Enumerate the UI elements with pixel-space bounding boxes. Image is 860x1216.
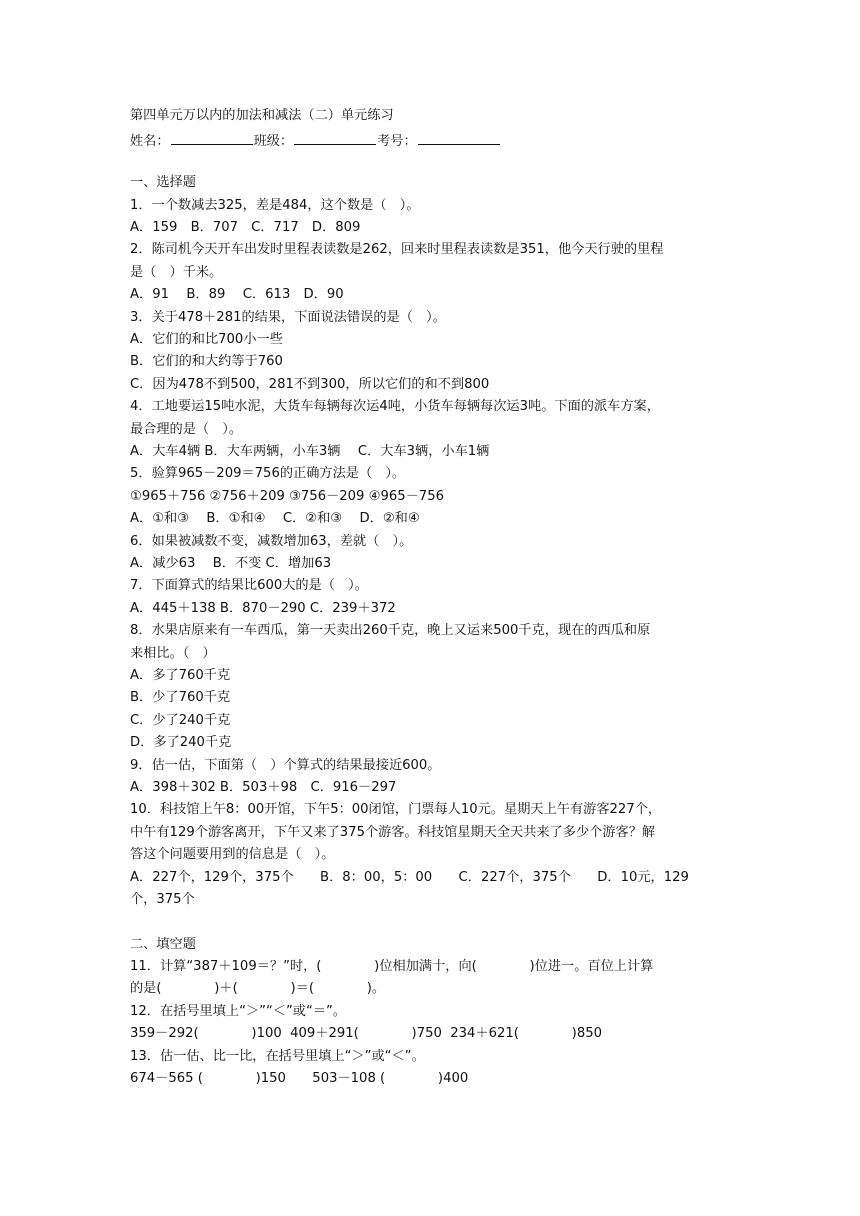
question-line: 3．关于478＋281的结果，下面说法错误的是（ ）。 xyxy=(130,310,446,325)
answer-option: D．多了240千克 xyxy=(130,735,232,750)
question-line: 答这个问题要用到的信息是（ ）。 xyxy=(130,847,335,862)
answer-option: B．它们的和大约等于760 xyxy=(130,354,283,369)
answer-options: A．227个，129个，375个 B．8：00，5：00 C．227个，375个 D．10元，129 xyxy=(130,870,689,885)
question-line: 来相比。（ ） xyxy=(130,646,216,661)
answer-options: A．398＋302 B．503＋98 C．916－297 xyxy=(130,780,397,795)
answer-options: A．445＋138 B．870－290 C．239＋372 xyxy=(130,601,396,616)
worksheet-title: 第四单元万以内的加法和减法（二）单元练习 xyxy=(130,108,394,123)
class-label: 班级： xyxy=(253,134,294,149)
answer-option: B．少了760千克 xyxy=(130,690,231,705)
answer-option: A．它们的和比700小一些 xyxy=(130,332,283,347)
question-line: 是（ ）千米。 xyxy=(130,265,223,280)
answer-option: C．因为478不到500，281不到300，所以它们的和不到800 xyxy=(130,377,490,392)
question-line: 7．下面算式的结果比600大的是（ ）。 xyxy=(130,578,368,593)
answer-options: A．①和③ B．①和④ C．②和③ D．②和④ xyxy=(130,511,420,526)
answer-options: 个，375个 xyxy=(130,892,195,907)
question-line: 6．如果被减数不变，减数增加63，差就（ ）。 xyxy=(130,534,413,549)
exam-number-blank[interactable] xyxy=(418,130,500,145)
question-line: 13．估一估、比一比，在括号里填上“＞”或“＜”。 xyxy=(130,1049,425,1064)
name-blank[interactable] xyxy=(171,130,253,145)
question-line: 9．估一估，下面第（ ）个算式的结果最接近600。 xyxy=(130,758,441,773)
question-line: 的是( )＋( )＝( )。 xyxy=(130,981,386,996)
question-line: ①965＋756 ②756＋209 ③756－209 ④965－756 xyxy=(130,489,444,504)
question-line: 中午有129个游客离开，下午又来了375个游客。科技馆星期天全天共来了多少个游客？解 xyxy=(130,825,656,840)
class-blank[interactable] xyxy=(294,130,376,145)
question-line: 359－292( )100 409＋291( )750 234＋621( )850 xyxy=(130,1026,602,1041)
question-line: 674－565 ( )150 503－108 ( )400 xyxy=(130,1071,469,1086)
answer-options: A．大车4辆 B．大车两辆，小车3辆 C．大车3辆，小车1辆 xyxy=(130,444,490,459)
answer-options: A．91 B．89 C．613 D．90 xyxy=(130,287,344,302)
question-line: 4．工地要运15吨水泥，大货车每辆每次运4吨，小货车每辆每次运3吨。下面的派车方案， xyxy=(130,399,660,414)
question-line: 11．计算“387＋109＝？”时，( )位相加满十，向( )位进一。百位上计算 xyxy=(130,959,654,974)
name-label: 姓名： xyxy=(130,134,170,149)
question-line: 2．陈司机今天开车出发时里程表读数是262，回来时里程表读数是351，他今天行驶的里程 xyxy=(130,242,664,257)
section-heading-fill: 二、填空题 xyxy=(130,937,196,952)
question-line: 5．验算965－209＝756的正确方法是（ ）。 xyxy=(130,466,406,481)
question-line: 12．在括号里填上“＞”“＜”或“＝”。 xyxy=(130,1004,347,1019)
question-line: 10．科技馆上午8：00开馆，下午5：00闭馆，门票每人10元。星期天上午有游客227个， xyxy=(130,802,662,817)
student-info-line xyxy=(130,130,730,148)
section-heading-choice: 一、选择题 xyxy=(130,175,196,190)
answer-options: A．159 B．707 C．717 D．809 xyxy=(130,220,361,235)
answer-option: A．多了760千克 xyxy=(130,668,231,683)
exam-number-label: 考号： xyxy=(377,134,417,149)
question-line: 1．一个数减去325，差是484，这个数是（ ）。 xyxy=(130,198,420,213)
answer-option: C．少了240千克 xyxy=(130,713,231,728)
question-line: 8．水果店原来有一车西瓜，第一天卖出260千克，晚上又运来500千克，现在的西瓜和原 xyxy=(130,623,651,638)
question-line: 最合理的是（ ）。 xyxy=(130,422,243,437)
answer-options: A．减少63 B．不变 C．增加63 xyxy=(130,556,332,571)
